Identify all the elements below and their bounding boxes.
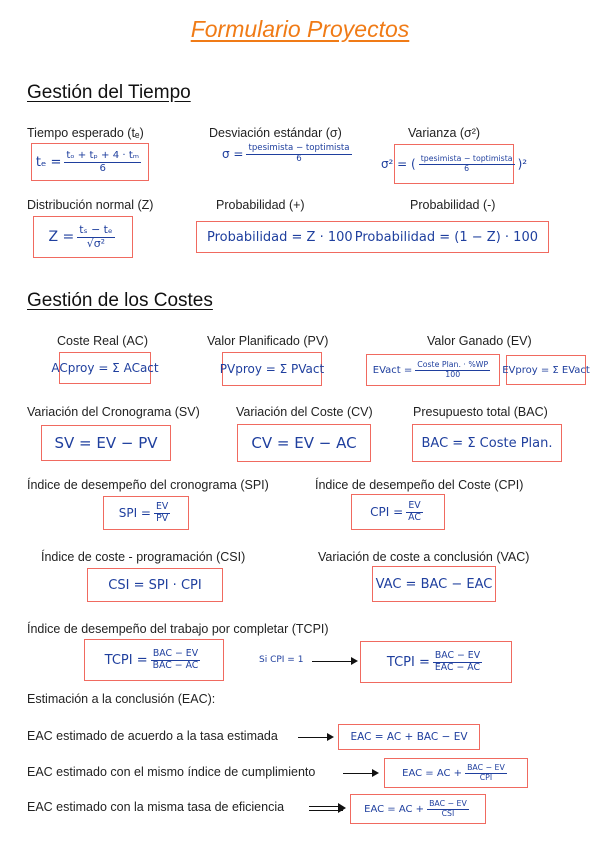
prob-minus-label: Probabilidad (-) <box>410 198 496 212</box>
prob-plus-label: Probabilidad (+) <box>216 198 305 212</box>
normal-dist-fraction <box>77 224 114 250</box>
variance-numerator: tpesimista − toptimista <box>420 153 513 163</box>
ev-lhs: EVact = <box>372 364 413 376</box>
std-dev-label: Desviación estándar (σ) <box>209 126 342 140</box>
variance-rhs: )² <box>517 157 528 171</box>
eac-same-index-arrow-icon <box>343 773 377 774</box>
csi-formula-text: CSI = SPI · CPI <box>108 577 202 593</box>
page-title: Formulario Proyectos <box>190 16 410 42</box>
cpi-numerator: EV <box>408 499 421 511</box>
ev-project-text: EVproy = Σ EVact <box>502 364 590 376</box>
ac-label: Coste Real (AC) <box>57 334 148 348</box>
variance-fraction <box>419 155 515 174</box>
section-heading-time: Gestión del Tiempo <box>27 82 191 103</box>
spi-label: Índice de desempeño del cronograma (SPI) <box>27 478 269 492</box>
std-dev-denominator: 6 <box>296 153 302 164</box>
ev-fraction <box>415 361 490 380</box>
tcpi-fraction <box>151 649 201 672</box>
tcpi-denominator: BAC − AC <box>152 659 199 671</box>
csi-label: Índice de coste - programación (CSI) <box>41 550 246 564</box>
expected-time-fraction <box>64 150 141 174</box>
tcpi-eac-fraction <box>433 651 482 674</box>
pv-formula <box>219 352 325 386</box>
cpi-label: Índice de desempeño del Coste (CPI) <box>315 478 524 492</box>
tcpi-lhs: TCPI = <box>104 652 148 668</box>
tcpi-condition: Si CPI = 1 <box>259 655 304 665</box>
spi-formula <box>103 496 189 530</box>
vac-formula-text: VAC = BAC − EAC <box>375 576 493 592</box>
expected-time-label: Tiempo esperado (tₑ) <box>27 126 144 140</box>
expected-time-denominator: 6 <box>99 162 106 174</box>
eac-estimated-rate-arrow-icon <box>298 737 332 738</box>
prob-plus-formula: Probabilidad = Z · 100 <box>207 229 353 245</box>
bac-formula-text: BAC = Σ Coste Plan. <box>421 435 553 451</box>
eac-same-index-formula <box>384 758 528 788</box>
tcpi-label: Índice de desempeño del trabajo por completar (TCPI) <box>27 622 329 636</box>
normal-dist-numerator: tₛ − tₑ <box>79 222 113 236</box>
eac-same-index-text: EAC estimado con el mismo índice de cumplimiento <box>27 765 316 779</box>
variance-denominator: 6 <box>464 163 470 173</box>
spi-numerator: EV <box>155 500 169 512</box>
tcpi-eac-numerator: BAC − EV <box>434 649 481 661</box>
cpi-lhs: CPI = <box>370 505 404 519</box>
vac-label: Variación de coste a conclusión (VAC) <box>318 550 530 564</box>
tcpi-numerator: BAC − EV <box>152 647 199 659</box>
eac-same-efficiency-arrow-icon <box>309 806 343 811</box>
cv-formula <box>237 424 371 462</box>
normal-dist-lhs: Z = <box>48 229 75 245</box>
pv-label: Valor Planificado (PV) <box>207 334 329 348</box>
eac-estimated-rate-formula-text: EAC = AC + BAC − EV <box>350 731 468 743</box>
spi-denominator: PV <box>156 512 169 524</box>
cpi-denominator: AC <box>408 511 421 523</box>
ev-denominator: 100 <box>445 369 461 379</box>
prob-minus-formula: Probabilidad = (1 − Z) · 100 <box>354 229 538 245</box>
expected-time-numerator: tₒ + tₚ + 4 · tₘ <box>66 149 140 161</box>
eac-same-efficiency-lhs: EAC = AC + <box>364 803 425 815</box>
vac-formula <box>372 566 496 602</box>
eac-same-efficiency-numerator: BAC − EV <box>429 798 467 808</box>
ev-label: Valor Ganado (EV) <box>427 334 532 348</box>
section-heading-costs: Gestión de los Costes <box>27 290 213 311</box>
bac-formula <box>412 424 562 462</box>
eac-same-index-denominator: CPI <box>479 772 493 782</box>
spi-fraction <box>154 502 170 525</box>
eac-same-index-fraction <box>465 764 507 783</box>
eac-estimated-rate-formula <box>338 724 480 750</box>
expected-time-lhs: tₑ = <box>35 154 62 170</box>
eac-label: Estimación a la conclusión (EAC): <box>27 692 216 706</box>
csi-formula <box>87 568 223 602</box>
tcpi-arrow-icon <box>312 661 356 662</box>
cpi-formula <box>351 494 445 530</box>
normal-dist-denominator: √σ² <box>86 236 105 250</box>
eac-same-efficiency-formula <box>350 794 486 824</box>
cpi-fraction <box>406 501 423 524</box>
pv-formula-text: PVproy = Σ PVact <box>219 362 325 376</box>
normal-dist-formula <box>33 216 133 258</box>
ev-formula <box>366 354 500 386</box>
ac-formula-text: ACproy = Σ ACact <box>51 361 159 375</box>
eac-same-index-numerator: BAC − EV <box>467 762 505 772</box>
ev-project-formula <box>502 355 590 385</box>
variance-formula <box>380 144 528 184</box>
variance-lhs: σ² = ( <box>380 157 416 171</box>
sv-label: Variación del Cronograma (SV) <box>27 405 200 419</box>
eac-same-efficiency-text: EAC estimado con la misma tasa de eficiencia <box>27 800 285 814</box>
eac-estimated-rate-text: EAC estimado de acuerdo a la tasa estimada <box>27 729 278 743</box>
tcpi-eac-denominator: EAC − AC <box>434 661 481 673</box>
spi-lhs: SPI = <box>118 506 151 520</box>
ev-numerator: Coste Plan. · %WP <box>417 359 489 369</box>
tcpi-formula <box>84 639 224 681</box>
probability-formulas <box>196 221 549 253</box>
tcpi-eac-formula <box>360 641 512 683</box>
eac-same-index-lhs: EAC = AC + <box>402 767 463 779</box>
variance-label: Varianza (σ²) <box>408 126 481 140</box>
std-dev-fraction <box>246 144 351 165</box>
expected-time-formula <box>31 143 149 181</box>
cv-label: Variación del Coste (CV) <box>236 405 373 419</box>
normal-dist-label: Distribución normal (Z) <box>27 198 154 212</box>
std-dev-formula <box>222 144 355 165</box>
tcpi-eac-lhs: TCPI = <box>386 654 430 670</box>
std-dev-lhs: σ = <box>222 147 244 162</box>
sv-formula-text: SV = EV − PV <box>54 434 158 452</box>
bac-label: Presupuesto total (BAC) <box>413 405 548 419</box>
sv-formula <box>41 425 171 461</box>
cv-formula-text: CV = EV − AC <box>251 434 357 452</box>
eac-same-efficiency-denominator: CSI <box>441 808 455 818</box>
ac-formula <box>51 352 159 384</box>
eac-same-efficiency-fraction <box>427 800 469 819</box>
std-dev-numerator: tpesimista − toptimista <box>248 143 350 153</box>
